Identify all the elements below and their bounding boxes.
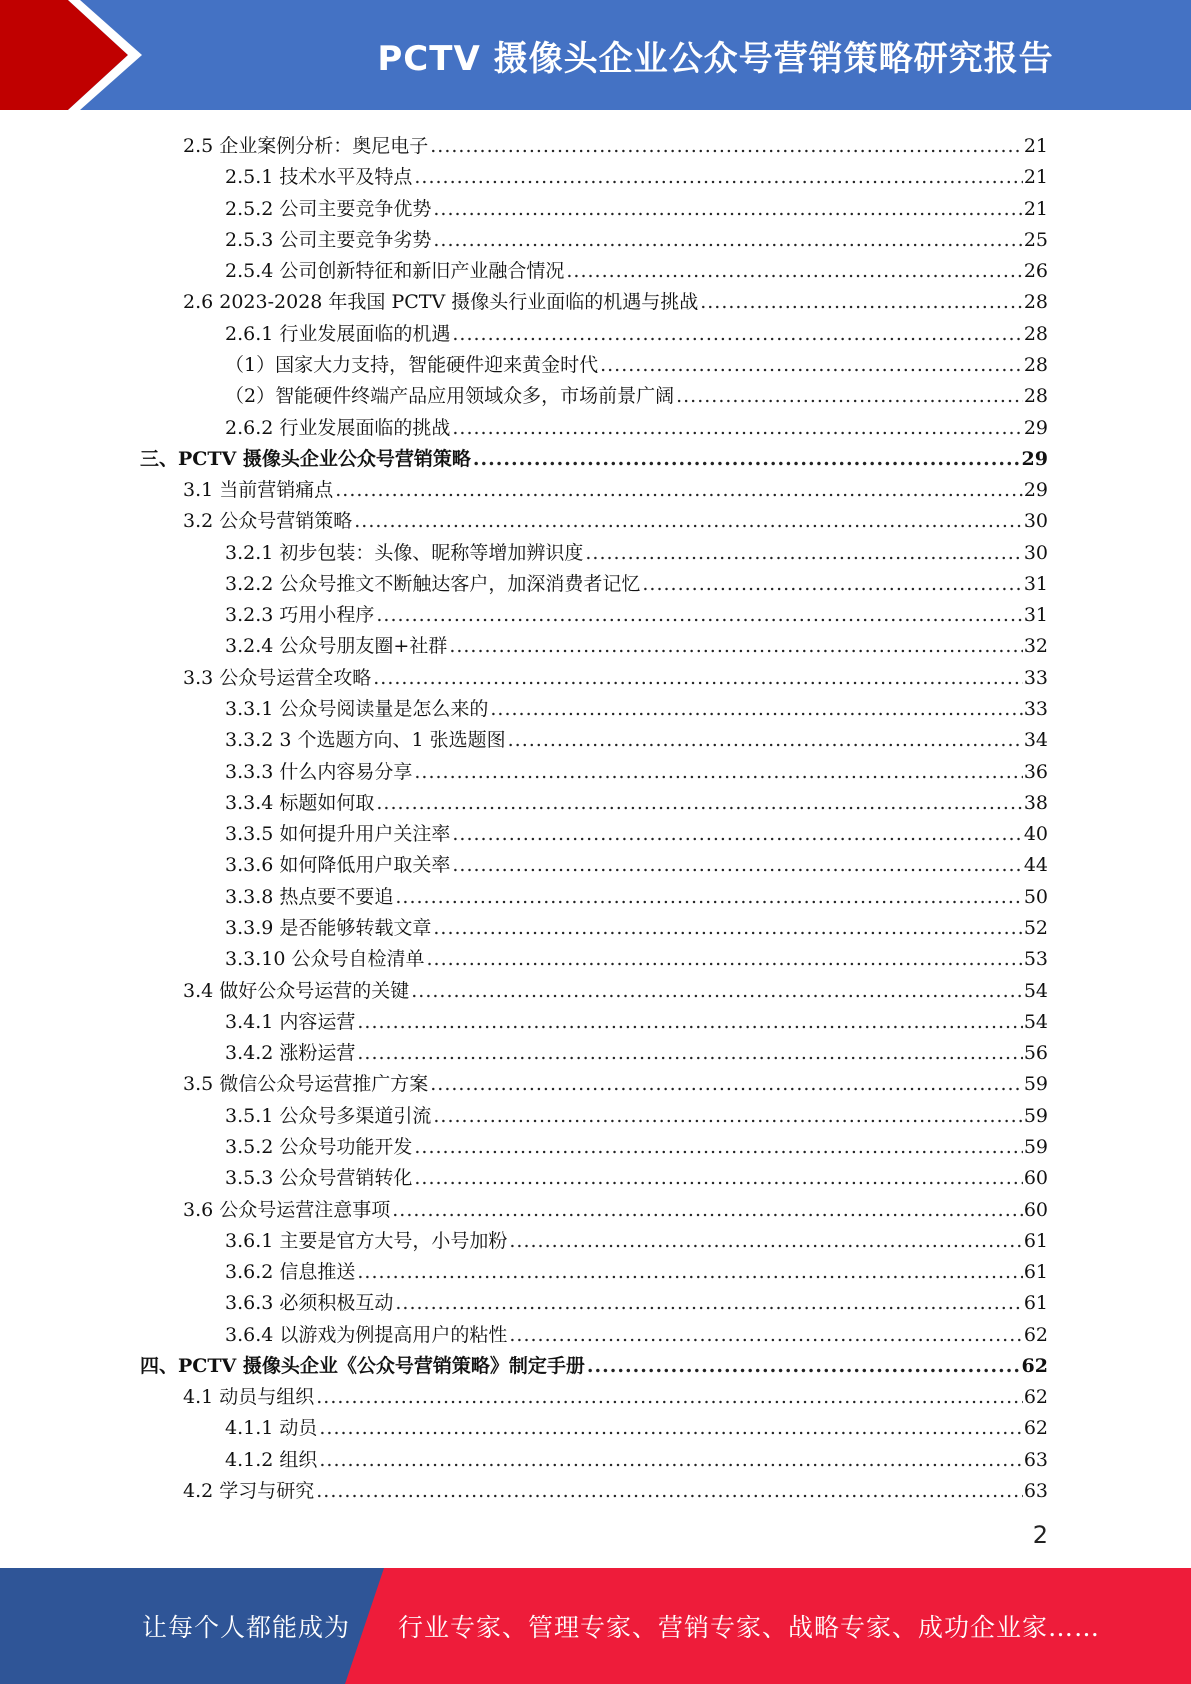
toc-entry-title: 3.5.3 公众号营销转化 [225, 1167, 413, 1190]
toc-entry-page: 33 [1023, 698, 1048, 721]
toc-entry[interactable] [225, 565, 1048, 596]
toc-entry-page: 25 [1023, 228, 1048, 251]
toc-entry-page: 62 [1023, 1417, 1048, 1440]
toc-dot-leader [452, 853, 1022, 877]
toc-dot-leader [316, 1479, 1023, 1503]
toc-entry-page: 28 [1023, 385, 1048, 408]
toc-entry[interactable] [225, 721, 1048, 752]
toc-entry-title: 3.3.10 公众号自检清单 [225, 948, 425, 971]
toc-entry[interactable] [225, 221, 1048, 252]
toc-entry[interactable] [183, 127, 1048, 158]
toc-entry[interactable] [225, 846, 1048, 877]
toc-entry-page: 59 [1023, 1135, 1048, 1158]
toc-entry[interactable] [183, 502, 1048, 533]
toc-entry-title: 4.1 动员与组织 [183, 1386, 315, 1409]
toc-entry-title: 3.6.3 必须积极互动 [225, 1292, 394, 1315]
toc-entry-page: 63 [1023, 1448, 1048, 1471]
toc-entry-page: 21 [1023, 197, 1048, 220]
toc-dot-leader [414, 760, 1022, 784]
toc-entry-title: 3.3.1 公众号阅读量是怎么来的 [225, 698, 489, 721]
toc-dot-leader [430, 134, 1023, 158]
toc-entry[interactable] [225, 1159, 1048, 1190]
toc-entry[interactable] [225, 1097, 1048, 1128]
toc-entry[interactable] [225, 1409, 1048, 1440]
toc-entry-page: 31 [1023, 572, 1048, 595]
toc-entry[interactable] [225, 909, 1048, 940]
toc-dot-leader [414, 165, 1022, 189]
toc-entry[interactable] [225, 1128, 1048, 1159]
toc-entry-title: 2.5.3 公司主要竞争劣势 [225, 228, 432, 251]
toc-entry-page: 28 [1023, 291, 1048, 314]
toc-dot-leader [452, 322, 1022, 346]
toc-entry[interactable] [225, 784, 1048, 815]
toc-entry[interactable] [225, 1253, 1048, 1284]
toc-entry-page: 29 [1021, 447, 1048, 470]
toc-dot-leader [373, 666, 1023, 690]
toc-entry-title: 3.4 做好公众号运营的关键 [183, 979, 410, 1002]
toc-dot-leader [395, 1291, 1022, 1315]
toc-entry-page: 33 [1023, 666, 1048, 689]
toc-entry-page: 61 [1023, 1229, 1048, 1252]
toc-entry-page: 61 [1023, 1261, 1048, 1284]
toc-entry-page: 29 [1023, 416, 1048, 439]
toc-dot-leader [319, 1416, 1022, 1440]
toc-entry[interactable] [183, 471, 1048, 502]
toc-dot-leader [433, 1104, 1022, 1128]
toc-entry-page: 54 [1023, 1010, 1048, 1033]
toc-entry-page: 36 [1023, 760, 1048, 783]
toc-entry-title: 2.5.1 技术水平及特点 [225, 166, 413, 189]
header-chevron-icon [0, 0, 160, 110]
toc-dot-leader [508, 728, 1023, 752]
toc-entry-title: 四、PCTV 摄像头企业《公众号营销策略》制定手册 [140, 1354, 585, 1377]
toc-entry[interactable] [225, 940, 1048, 971]
toc-entry-title: 3.6 公众号运营注意事项 [183, 1198, 391, 1221]
toc-entry-title: 3.3.8 热点要不要追 [225, 885, 394, 908]
toc-entry-page: 21 [1023, 166, 1048, 189]
toc-entry-page: 62 [1023, 1323, 1048, 1346]
toc-entry-title: 3.6.2 信息推送 [225, 1261, 356, 1284]
toc-entry-page: 26 [1023, 260, 1048, 283]
toc-entry[interactable] [225, 878, 1048, 909]
toc-entry[interactable] [225, 377, 1048, 408]
toc-entry[interactable] [225, 1222, 1048, 1253]
document-title: PCTV 摄像头企业公众号营销策略研究报告 [377, 38, 1054, 79]
toc-entry-page: 59 [1023, 1073, 1048, 1096]
toc-entry-page: 28 [1023, 322, 1048, 345]
toc-entry-page: 60 [1023, 1198, 1048, 1221]
toc-entry[interactable] [225, 158, 1048, 189]
toc-dot-leader [585, 541, 1022, 565]
toc-entry[interactable] [183, 659, 1048, 690]
toc-entry[interactable] [183, 1378, 1048, 1409]
toc-dot-leader [319, 1448, 1022, 1472]
toc-dot-leader [566, 259, 1022, 283]
toc-dot-leader [433, 197, 1022, 221]
toc-dot-leader [376, 603, 1022, 627]
toc-entry[interactable] [225, 1284, 1048, 1315]
toc-entry-title: 2.6.1 行业发展面临的机遇 [225, 322, 451, 345]
toc-entry-title: 3.6.1 主要是官方大号，小号加粉 [225, 1229, 508, 1252]
toc-dot-leader [433, 228, 1022, 252]
toc-dot-leader [426, 947, 1022, 971]
toc-entry-page: 30 [1023, 541, 1048, 564]
toc-dot-leader [452, 416, 1022, 440]
toc-entry[interactable] [225, 1441, 1048, 1472]
toc-entry-page: 60 [1023, 1167, 1048, 1190]
toc-entry-title: 2.6 2023-2028 年我国 PCTV 摄像头行业面临的机遇与挑战 [183, 291, 699, 314]
toc-entry[interactable] [225, 753, 1048, 784]
toc-dot-leader [452, 822, 1022, 846]
toc-entry-page: 54 [1023, 979, 1048, 1002]
toc-entry-title: 2.5 企业案例分析：奥尼电子 [183, 135, 429, 157]
toc-entry-title: 3.2.2 公众号推文不断触达客户，加深消费者记忆 [225, 572, 641, 595]
toc-dot-leader [509, 1229, 1022, 1253]
toc-entry-title: 3.4.1 内容运营 [225, 1010, 356, 1033]
toc-entry-title: 3.3.5 如何提升用户关注率 [225, 823, 451, 846]
toc-entry-title: 2.5.4 公司创新特征和新旧产业融合情况 [225, 260, 565, 283]
toc-dot-leader [433, 916, 1022, 940]
toc-entry-page: 29 [1023, 479, 1048, 502]
toc-dot-leader [357, 1041, 1022, 1065]
toc-dot-leader [392, 1198, 1023, 1222]
toc-entry-title: 2.5.2 公司主要竞争优势 [225, 197, 432, 220]
toc-entry-page: 38 [1023, 791, 1048, 814]
toc-entry-title: （2）智能硬件终端产品应用领域众多，市场前景广阔 [225, 385, 675, 408]
toc-entry[interactable] [225, 190, 1048, 221]
page-footer [0, 1568, 1191, 1684]
toc-dot-leader [676, 384, 1023, 408]
toc-entry-page: 56 [1023, 1042, 1048, 1065]
toc-entry[interactable] [140, 440, 1048, 471]
toc-entry-page: 31 [1023, 604, 1048, 627]
toc-entry-title: 4.1.2 组织 [225, 1448, 318, 1471]
toc-entry-title: 3.3.9 是否能够转载文章 [225, 917, 432, 939]
toc-entry-title: 3.3.4 标题如何取 [225, 791, 375, 814]
toc-dot-leader [700, 290, 1023, 314]
toc-dot-leader [395, 885, 1022, 909]
toc-entry-title: 3.3.6 如何降低用户取关率 [225, 854, 451, 877]
toc-entry-title: 3.3.2 3 个选题方向、1 张选题图 [225, 729, 506, 752]
toc-entry-title: 3.6.4 以游戏为例提高用户的粘性 [225, 1323, 508, 1346]
toc-entry[interactable] [225, 252, 1048, 283]
toc-dot-leader [414, 1166, 1022, 1190]
toc-entry[interactable] [183, 1065, 1048, 1096]
toc-dot-leader [430, 1072, 1023, 1096]
toc-entry[interactable] [225, 1316, 1048, 1347]
toc-dot-leader [411, 979, 1023, 1003]
toc-entry-title: （1）国家大力支持，智能硬件迎来黄金时代 [225, 353, 599, 376]
toc-dot-leader [357, 1010, 1022, 1034]
toc-dot-leader [376, 791, 1022, 815]
toc-entry[interactable] [183, 283, 1048, 314]
toc-entry-page: 40 [1023, 823, 1048, 846]
toc-entry[interactable] [225, 596, 1048, 627]
toc-entry-title: 3.2 公众号营销策略 [183, 510, 353, 533]
toc-entry-title: 4.1.1 动员 [225, 1417, 318, 1440]
toc-entry[interactable] [183, 1191, 1048, 1222]
toc-entry-title: 3.4.2 涨粉运营 [225, 1042, 356, 1065]
toc-entry-page: 21 [1023, 135, 1048, 157]
toc-entry-page: 61 [1023, 1292, 1048, 1315]
toc-entry-title: 3.3 公众号运营全攻略 [183, 666, 372, 689]
toc-entry[interactable] [225, 1003, 1048, 1034]
toc-entry[interactable] [225, 409, 1048, 440]
toc-entry-title: 三、PCTV 摄像头企业公众号营销策略 [140, 447, 471, 470]
toc-entry[interactable] [225, 815, 1048, 846]
toc-entry-page: 59 [1023, 1104, 1048, 1127]
page-header [0, 0, 1191, 110]
toc-dot-leader [449, 634, 1023, 658]
toc-entry[interactable] [183, 1472, 1048, 1503]
toc-entry-title: 3.5 微信公众号运营推广方案 [183, 1073, 429, 1096]
toc-dot-leader [473, 447, 1021, 471]
page-number: 2 [1032, 1521, 1048, 1549]
toc-dot-leader [600, 353, 1023, 377]
toc-entry-page: 52 [1023, 917, 1048, 939]
toc-entry-title: 3.1 当前营销痛点 [183, 479, 334, 502]
toc-entry-page: 44 [1023, 854, 1048, 877]
toc-dot-leader [587, 1354, 1021, 1378]
toc-entry[interactable] [225, 534, 1048, 565]
toc-entry-title: 3.2.4 公众号朋友圈+社群 [225, 635, 448, 658]
toc-entry[interactable] [140, 1347, 1048, 1378]
toc-dot-leader [490, 697, 1022, 721]
toc-entry-page: 62 [1023, 1386, 1048, 1409]
toc-entry-title: 3.2.1 初步包装：头像、昵称等增加辨识度 [225, 541, 584, 564]
toc-entry-title: 4.2 学习与研究 [183, 1480, 315, 1503]
toc-entry[interactable] [225, 315, 1048, 346]
toc-dot-leader [509, 1323, 1022, 1347]
toc-entry-page: 30 [1023, 510, 1048, 533]
footer-slogan-right: 行业专家、管理专家、营销专家、战略专家、成功企业家…… [398, 1613, 1101, 1642]
toc-dot-leader [354, 509, 1023, 533]
toc-dot-leader [642, 572, 1022, 596]
toc-dot-leader [335, 478, 1023, 502]
footer-slogan-left: 让每个人都能成为 [142, 1613, 351, 1642]
toc-entry-page: 53 [1023, 948, 1048, 971]
toc-entry-page: 32 [1023, 635, 1048, 658]
toc-entry-page: 28 [1023, 353, 1048, 376]
toc-entry-title: 3.5.1 公众号多渠道引流 [225, 1104, 432, 1127]
toc-entry[interactable] [225, 690, 1048, 721]
toc-dot-leader [357, 1260, 1022, 1284]
toc-entry-title: 3.2.3 巧用小程序 [225, 604, 375, 627]
toc-dot-leader [414, 1135, 1022, 1159]
toc-entry-page: 50 [1023, 885, 1048, 908]
toc-dot-leader [316, 1385, 1023, 1409]
toc-entry[interactable] [225, 627, 1048, 658]
toc-entry-title: 3.5.2 公众号功能开发 [225, 1135, 413, 1158]
toc-entry[interactable] [183, 972, 1048, 1003]
toc-entry-title: 2.6.2 行业发展面临的挑战 [225, 416, 451, 439]
toc-entry-page: 63 [1023, 1480, 1048, 1503]
toc-entry-page: 62 [1021, 1354, 1048, 1377]
toc-entry[interactable] [225, 1034, 1048, 1065]
toc-entry-page: 34 [1023, 729, 1048, 752]
toc-entry[interactable] [225, 346, 1048, 377]
toc-entry-title: 3.3.3 什么内容易分享 [225, 760, 413, 783]
